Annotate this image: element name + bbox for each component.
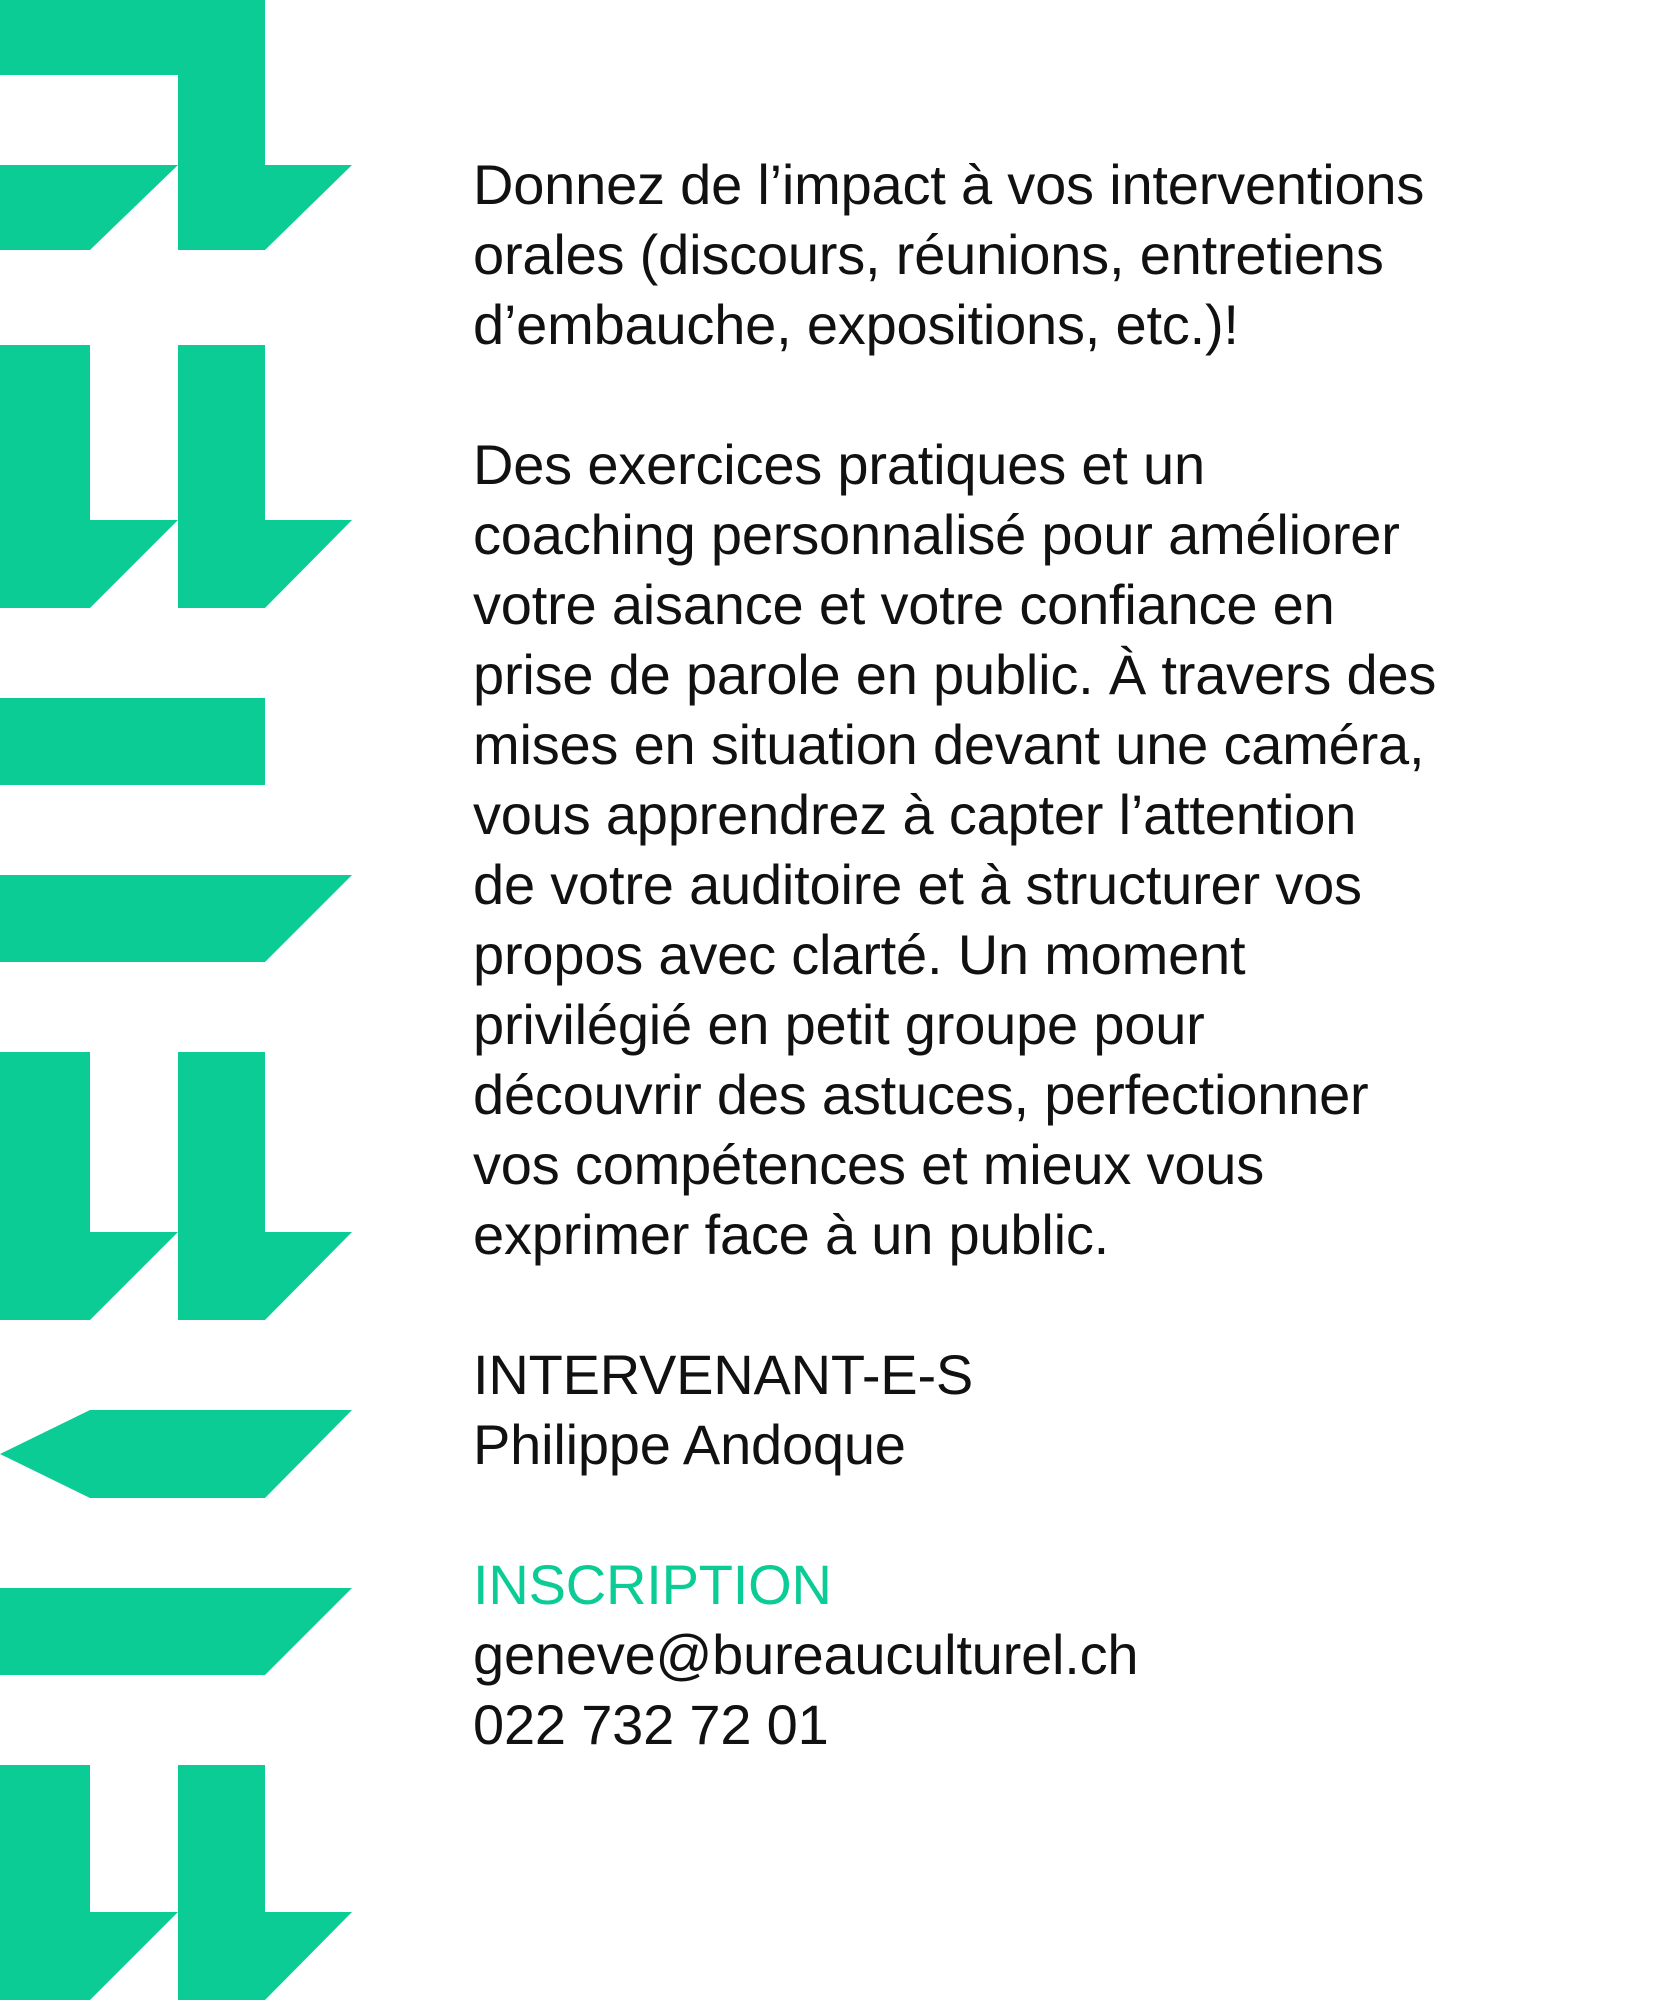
speakers-heading: INTERVENANT-E-S (473, 1343, 974, 1406)
deco-shape-arrow-left-3 (0, 1765, 178, 2000)
spacer (473, 1270, 1623, 1340)
registration-phone[interactable]: 022 732 72 01 (473, 1693, 829, 1756)
deco-shape-arrow-right-2 (178, 1052, 352, 1320)
speaker-name: Philippe Andoque (473, 1413, 906, 1476)
deco-shape-slant-2 (0, 1588, 352, 1675)
speakers-section (473, 1340, 1623, 1480)
deco-shape-arrow-right-1 (178, 345, 352, 608)
main-text-column (473, 150, 1623, 1760)
deco-shape-bar (0, 698, 265, 785)
deco-shape-arrow-left-2 (0, 1052, 178, 1320)
registration-email[interactable]: geneve@bureauculturel.ch (473, 1623, 1139, 1686)
spacer (473, 1480, 1623, 1550)
deco-shape-arrow-right-3 (178, 1765, 352, 2000)
deco-shape-slant-1 (0, 875, 352, 962)
intro-paragraph: Donnez de l’impact à vos interventions orales (discours, réunions, entretiens d’embauche, expositions, etc.)! (473, 153, 1425, 356)
deco-shape-chevron (0, 1410, 352, 1498)
registration-heading: INSCRIPTION (473, 1553, 832, 1616)
registration-section (473, 1550, 1623, 1760)
description-paragraph: Des exercices pratiques et un coaching personnalisé pour améliorer votre aisance et votre confiance en prise de parole en public. À travers des mises en situation devant une caméra, vous apprendrez à capter l’attention de votre auditoire et à structurer vos propos avec clarté. Un moment privilégié en petit groupe pour découvrir des astuces, perfectionner vos compétences et mieux vous exprimer face à un public. (473, 433, 1437, 1266)
decorative-green-shapes-icon (0, 0, 360, 2000)
spacer (473, 360, 1623, 430)
green-shapes-group (0, 0, 352, 2000)
deco-shape-arrow-left-1 (0, 345, 178, 608)
deco-shape-top-arrow (0, 165, 178, 250)
